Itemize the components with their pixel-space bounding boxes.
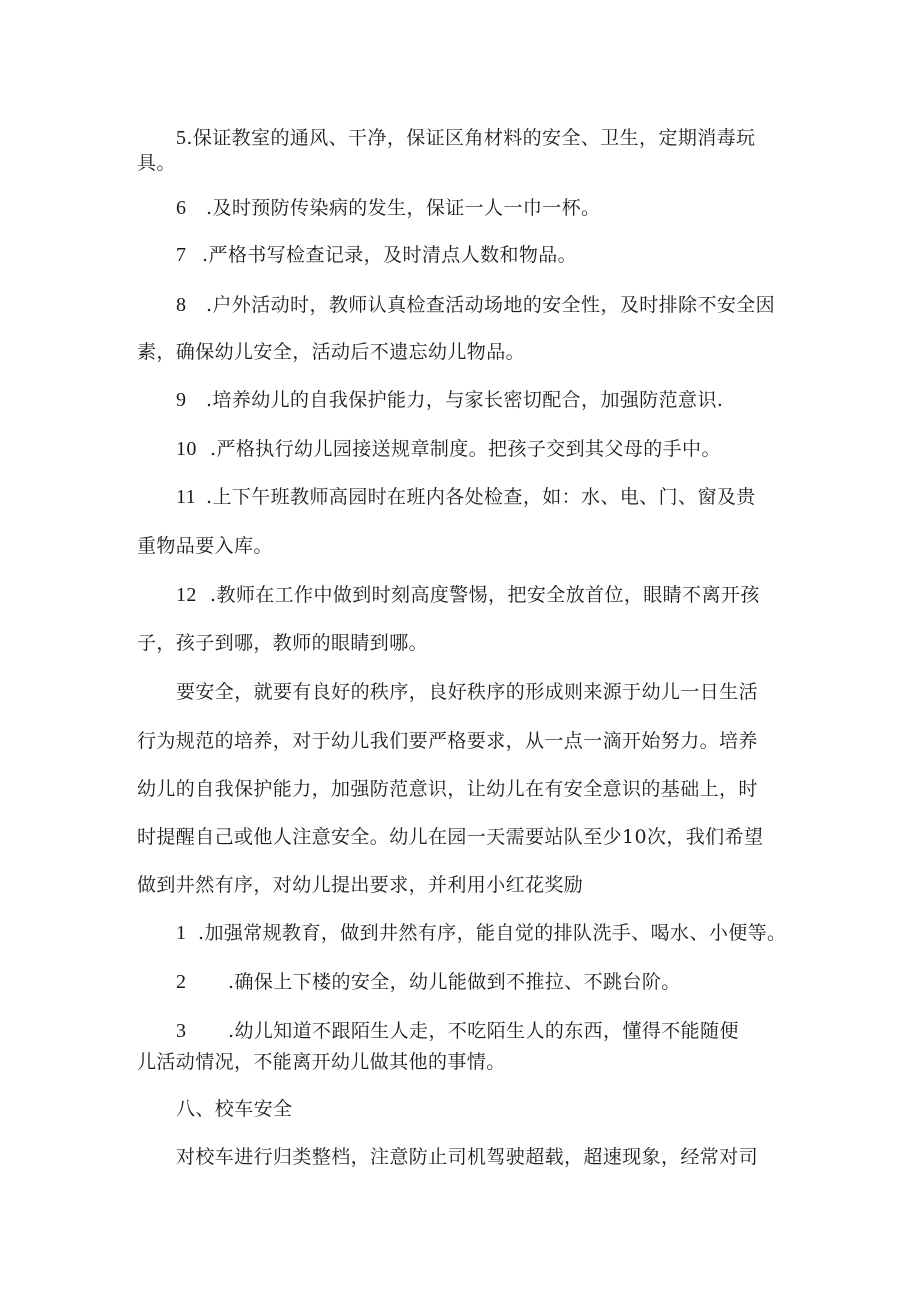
- paragraph-line-1: 要安全，就要有良好的秩序，良好秩序的形成则来源于幼儿一日生活: [176, 681, 759, 703]
- item-text: .严格执行幼儿园接送规章制度。把孩子交到其父母的手中。: [210, 438, 721, 460]
- list-item-11: [176, 485, 756, 509]
- item-number: 8: [176, 294, 187, 316]
- list-item-12: [176, 583, 760, 607]
- section-heading: 八、校车安全: [176, 1098, 293, 1120]
- item-text: .户外活动时，教师认真检查活动场地的安全性，及时排除不安全因: [206, 294, 776, 316]
- paragraph-line-2: 行为规范的培养，对于幼儿我们要严格要求，从一点一滴开始努力。培养: [137, 730, 758, 752]
- item-text-cont: 儿活动情况，不能离开幼儿做其他的事情。: [137, 1051, 506, 1073]
- list-item-3: [176, 1019, 739, 1043]
- list-item-1: [176, 921, 786, 945]
- item-text: .及时预防传染病的发生，保证一人一巾一杯。: [206, 197, 601, 219]
- item-text: .严格书写检查记录，及时清点人数和物品。: [202, 244, 578, 266]
- item-text: .保证教室的通风、干净，保证区角材料的安全、卫生，定期消毒玩: [186, 127, 756, 149]
- item-number: 7: [176, 244, 187, 266]
- item-text-cont: 子，孩子到哪，教师的眼睛到哪。: [137, 632, 429, 654]
- list-item-5-cont: [137, 151, 176, 175]
- paragraph-line-5: 做到井然有序，对幼儿提出要求，并利用小红花奖励: [137, 874, 584, 896]
- item-text: .幼儿知道不跟陌生人走，不吃陌生人的东西，懂得不能随便: [228, 1020, 739, 1042]
- list-item-9: [176, 388, 723, 412]
- item-text: .加强常规教育，做到井然有序，能自觉的排队洗手、喝水、小便等。: [198, 922, 787, 944]
- list-item-8-cont: [137, 340, 525, 364]
- item-number: 1: [176, 922, 187, 944]
- item-text: .培养幼儿的自我保护能力，与家长密切配合，加强防范意识.: [206, 389, 724, 411]
- list-item-6: [176, 196, 600, 220]
- item-number: 2: [176, 971, 187, 993]
- item-number: 6: [176, 197, 187, 219]
- item-text: .教师在工作中做到时刻高度警惕，把安全放首位，眼睛不离开孩: [210, 584, 760, 606]
- item-text-cont: 素，确保幼儿安全，活动后不遗忘幼儿物品。: [137, 341, 526, 363]
- paragraph-line-4: 时提醒自己或他人注意安全。幼儿在园一天需要站队至少10次，我们希望: [137, 826, 764, 848]
- item-number: 10: [176, 438, 197, 460]
- item-text-cont: 重物品要入库。: [137, 535, 273, 557]
- list-item-11-cont: [137, 534, 273, 558]
- paragraph-line-3: 幼儿的自我保护能力，加强防范意识，让幼儿在有安全意识的基础上，时: [137, 778, 758, 800]
- item-number: 9: [176, 389, 187, 411]
- list-item-5: [176, 126, 755, 150]
- list-item-10: [176, 437, 721, 461]
- list-item-3-cont: [137, 1050, 506, 1074]
- item-number: 5: [176, 127, 187, 149]
- item-text: .确保上下楼的安全，幼儿能做到不推拉、不跳台阶。: [228, 971, 681, 993]
- item-number: 3: [176, 1020, 187, 1042]
- item-number: 11: [176, 486, 197, 508]
- item-text-cont: 具。: [137, 152, 176, 174]
- list-item-8: [176, 293, 775, 317]
- list-item-7: [176, 243, 577, 267]
- list-item-12-cont: [137, 631, 428, 655]
- item-number: 12: [176, 584, 197, 606]
- list-item-2: [176, 970, 681, 994]
- item-text: .上下午班教师高园时在班内各处检查，如：水、电、门、窗及贵: [206, 486, 756, 508]
- section-text-line-1: 对校车进行归类整档，注意防止司机驾驶超载，超速现象，经常对司: [176, 1146, 759, 1168]
